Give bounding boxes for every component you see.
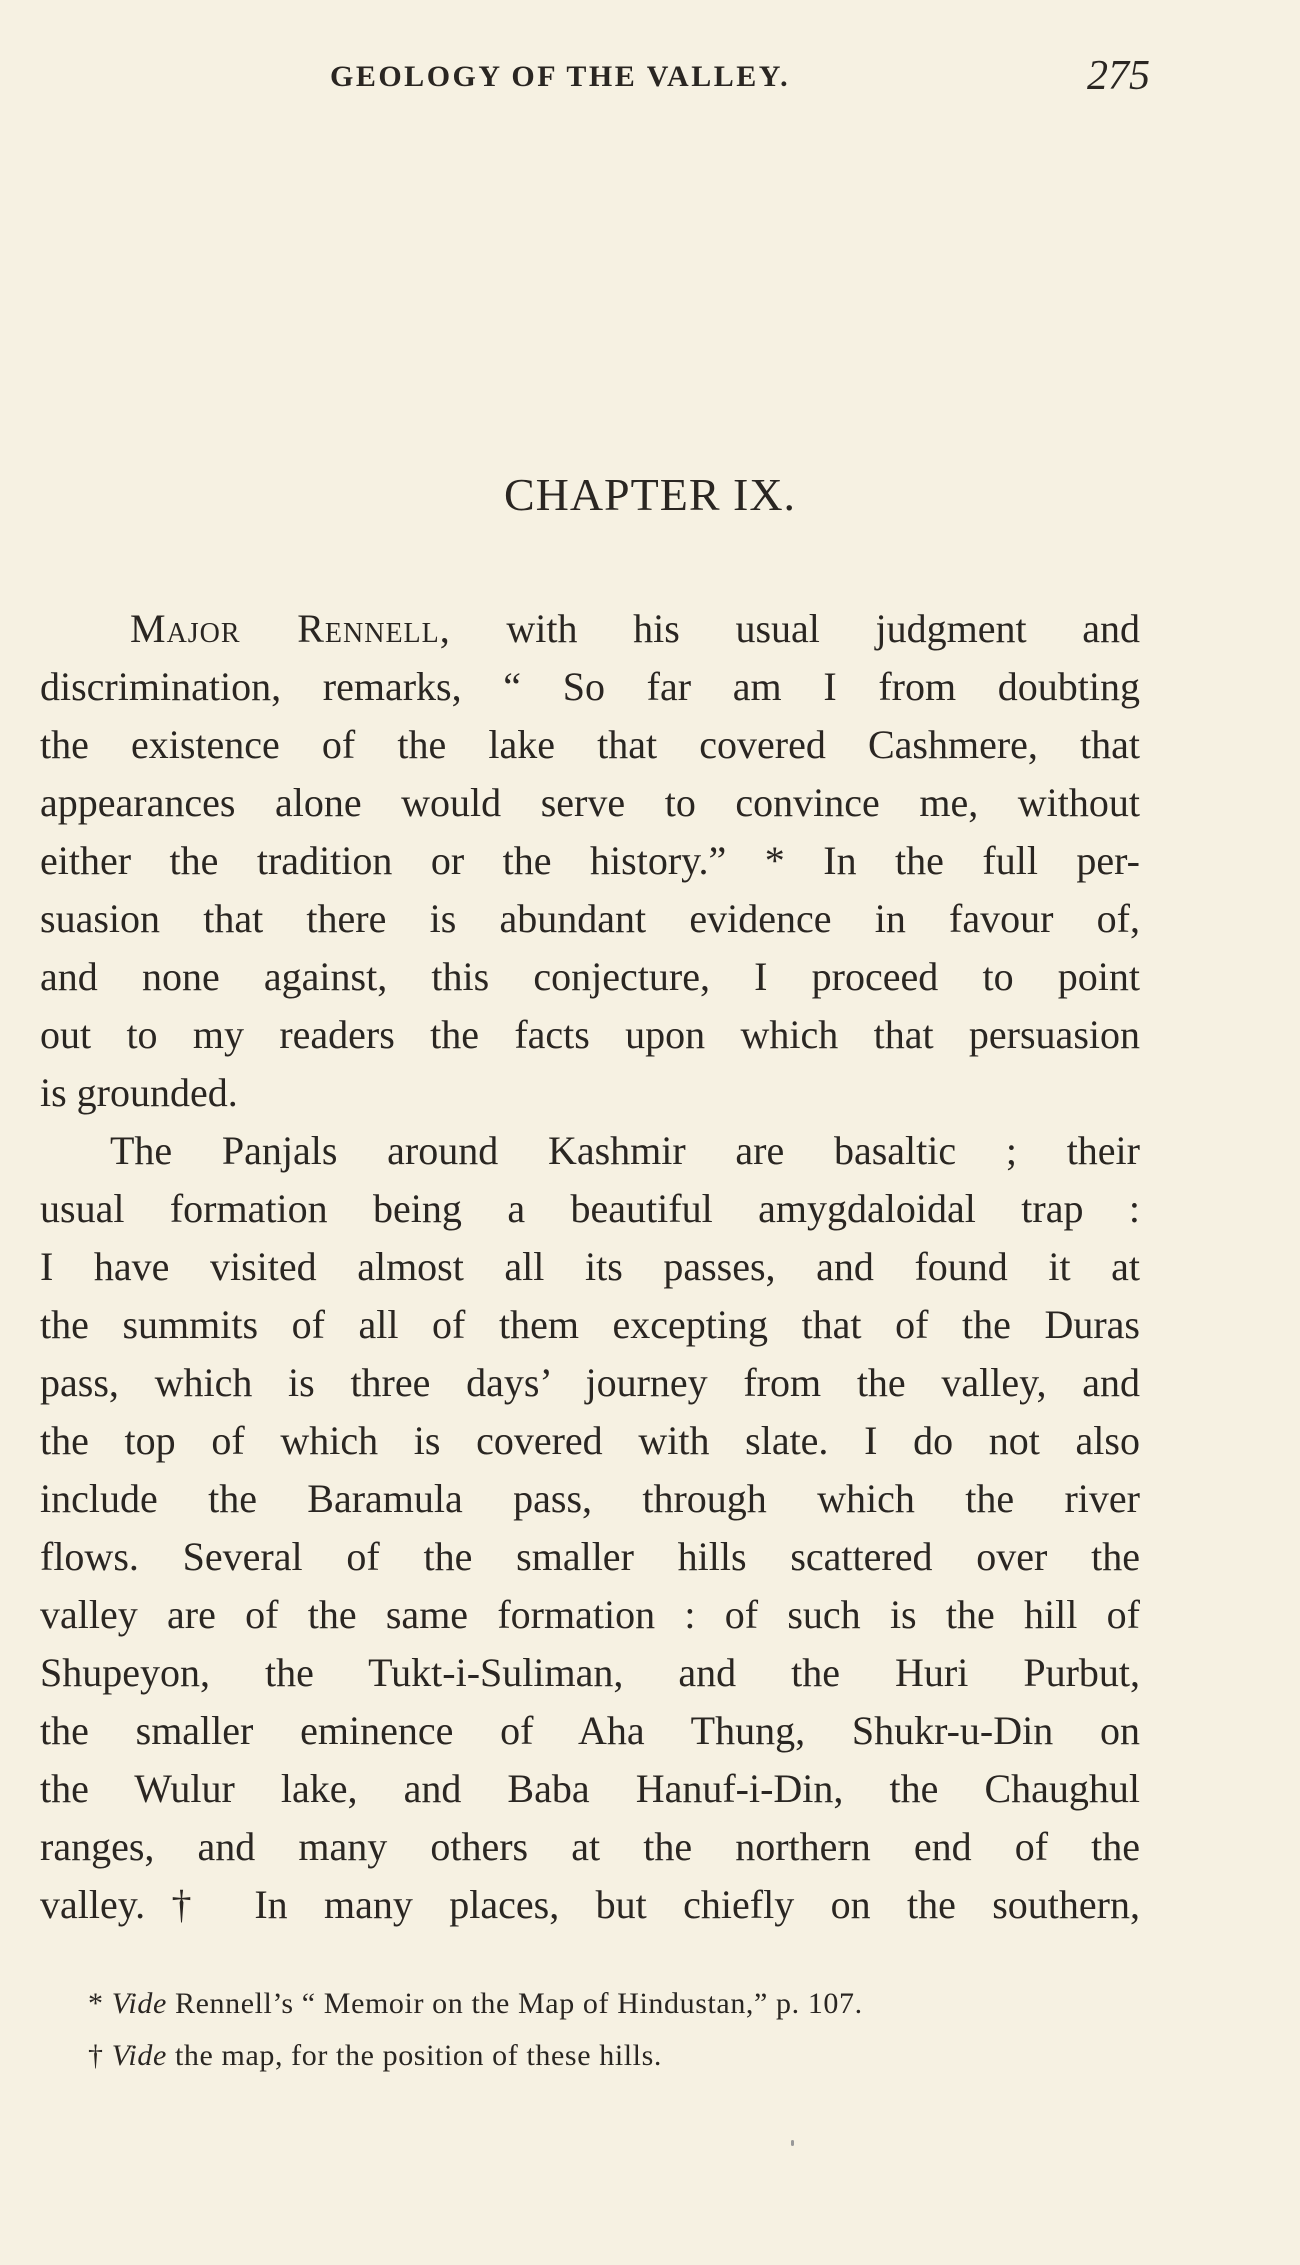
- running-head: [330, 52, 1150, 102]
- text-line: the summits of all of them excepting that of the Duras: [40, 1302, 1140, 1347]
- ink-speck: [791, 2140, 794, 2146]
- text-line: appearances alone would serve to convince me, without: [40, 780, 1140, 825]
- text-line: I have visited almost all its passes, and found it at: [40, 1244, 1140, 1289]
- text-line: valley.† In many places, but chiefly on the southern,: [40, 1882, 1140, 1927]
- chapter-title: CHAPTER IX.: [503, 469, 797, 520]
- text-line: the top of which is covered with slate. I do not also: [40, 1418, 1140, 1463]
- text-line: usual formation being a beautiful amygdaloidal trap :: [40, 1186, 1140, 1231]
- footnote-text: Rennell’s “ Memoir on the Map of Hindustan,” p. 107.: [166, 1987, 863, 2020]
- running-title: GEOLOGY OF THE VALLEY.: [330, 60, 791, 93]
- footnote-1: [40, 1978, 1140, 2030]
- text-line: and none against, this conjecture, I proceed to point: [40, 954, 1140, 999]
- author-name: Major Rennell,: [130, 606, 451, 651]
- text-line: either the tradition or the history.” * In the full per-: [40, 838, 1140, 883]
- text-line: the Wulur lake, and Baba Hanuf-i-Din, the Chaughul: [40, 1766, 1140, 1811]
- text-line: include the Baramula pass, through which the river: [40, 1476, 1140, 1521]
- footnote-mark: *: [88, 1987, 104, 2020]
- paragraph-2: [40, 1122, 1140, 1934]
- body-text: [40, 600, 1140, 1934]
- text-line: Major Rennell, with his usual judgment and: [130, 606, 1140, 651]
- text-line: discrimination, remarks, “ So far am I from doubting: [40, 664, 1140, 709]
- footnotes: [40, 1978, 1140, 2082]
- footnote-2: [40, 2030, 1140, 2082]
- text-line: out to my readers the facts upon which that persuasion: [40, 1012, 1140, 1057]
- page-number: 275: [1087, 53, 1150, 99]
- text-line: the existence of the lake that covered Cashmere, that: [40, 722, 1140, 767]
- text-line: ranges, and many others at the northern end of the: [40, 1824, 1140, 1869]
- text-line: Shupeyon, the Tukt-i-Suliman, and the Huri Purbut,: [40, 1650, 1140, 1695]
- text-line: suasion that there is abundant evidence in favour of,: [40, 896, 1140, 941]
- text-line: The Panjals around Kashmir are basaltic ; their: [110, 1128, 1140, 1173]
- text-line: pass, which is three days’ journey from the valley, and: [40, 1360, 1140, 1405]
- text-line: valley are of the same formation : of such is the hill of: [40, 1592, 1140, 1637]
- footnote-vide: Vide: [111, 2039, 167, 2072]
- text-line: flows. Several of the smaller hills scattered over the: [40, 1534, 1140, 1579]
- paragraph-1: [40, 600, 1140, 1122]
- footnote-text: the map, for the position of these hills.: [166, 2039, 662, 2072]
- footnote-mark: †: [88, 2039, 104, 2072]
- footnote-vide: Vide: [111, 1987, 167, 2020]
- text-line: is grounded.: [40, 1070, 238, 1115]
- text-line: the smaller eminence of Aha Thung, Shukr-u-Din on: [40, 1708, 1140, 1753]
